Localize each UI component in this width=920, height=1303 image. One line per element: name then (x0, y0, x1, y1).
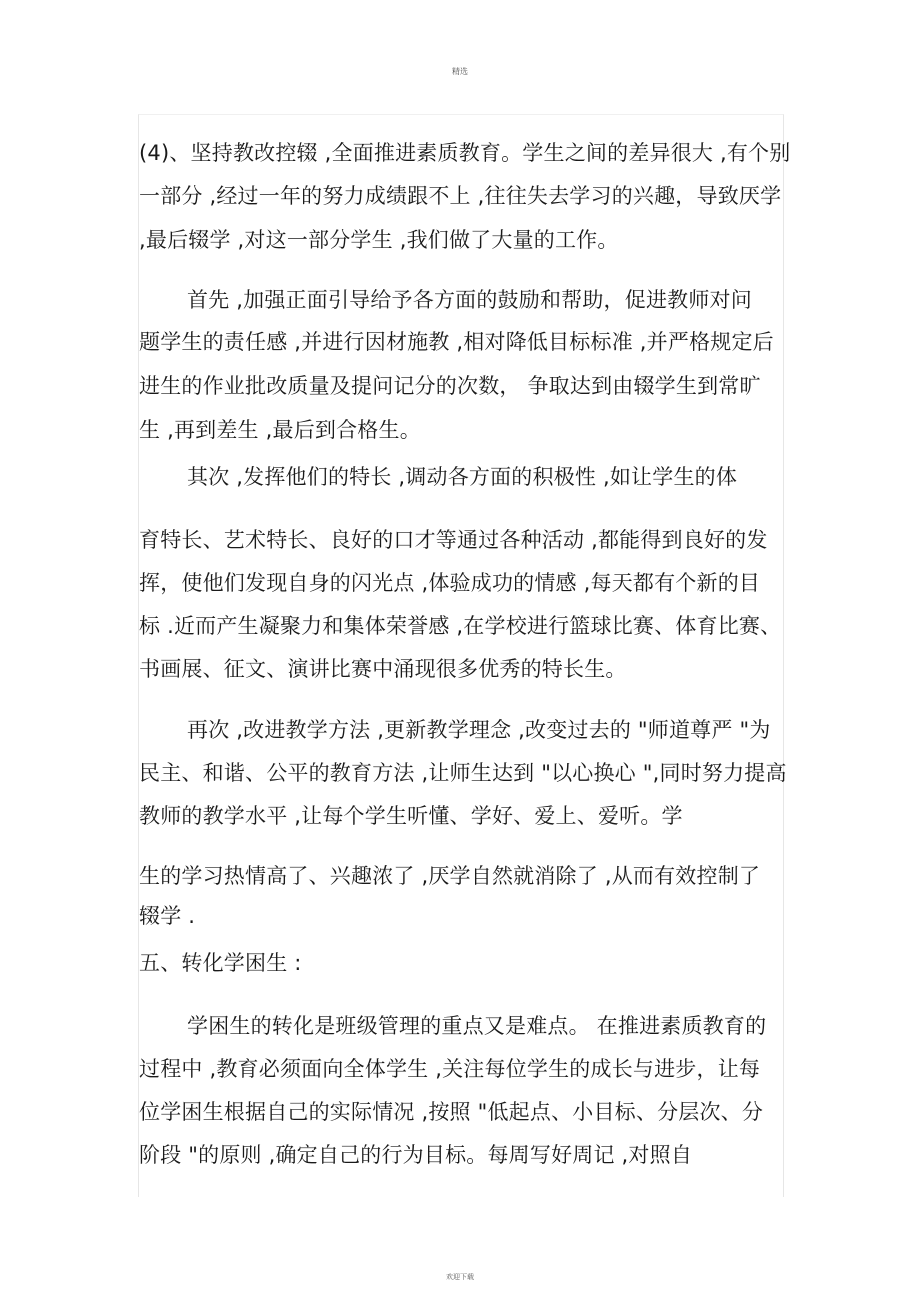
text-line: 辍学 . (139, 904, 196, 928)
text-line: 其次 ,发挥他们的特长 ,调动各方面的积极性 ,如让学生的体 (187, 465, 738, 489)
header-watermark: 精选 (452, 67, 468, 76)
text-line: 生的学习热情高了、兴趣浓了 ,厌学自然就消除了 ,从而有效控制了 (139, 864, 761, 888)
text-line: 进生的作业批改质量及提问记分的次数， 争取达到由辍学生到常旷 (139, 374, 761, 398)
text-line: 再次 ,改进教学方法 ,更新教学理念 ,改变过去的 "师道尊严 "为 (187, 718, 771, 742)
text-line: 挥，使他们发现自身的闪光点 ,体验成功的情感 ,每天都有个新的目 (139, 571, 761, 595)
text-line: 首先 ,加强正面引导给予各方面的鼓励和帮助，促进教师对问 (187, 288, 752, 312)
text-line: 阶段 "的原则 ,确定自己的行为目标。每周写好周记 ,对照自 (139, 1143, 693, 1167)
text-line: 位学困生根据自己的实际情况 ,按照 "低起点、小目标、分层次、分 (139, 1100, 764, 1124)
text-line: (4)、坚持教改控辍 ,全面推进素质教育。学生之间的差异很大 ,有个别 (139, 141, 791, 165)
text-line: ,最后辍学 ,对这一部分学生 ,我们做了大量的工作。 (139, 228, 619, 252)
text-line: 书画展、征文、演讲比赛中涌现很多优秀的特长生。 (139, 657, 627, 681)
text-line: 育特长、艺术特长、良好的口才等通过各种活动 ,都能得到良好的发 (139, 528, 768, 552)
text-line: 标 .近而产生凝聚力和集体荣誉感 ,在学校进行篮球比赛、体育比赛、 (139, 614, 782, 638)
text-line: 过程中 ,教育必须面向全体学生 ,关注每位学生的成长与进步，让每 (139, 1057, 761, 1081)
text-line: 学困生的转化是班级管理的重点又是难点。 在推进素质教育的 (187, 1014, 767, 1038)
text-line: 教师的教学水平 ,让每个学生听懂、学好、爱上、爱听。学 (139, 804, 683, 828)
section-heading: 五、转化学困生 : (139, 951, 302, 975)
footer-watermark: 欢迎下载 (446, 1273, 474, 1281)
text-line: 民主、和谐、公平的教育方法 ,让师生达到 "以心换心 ",同时努力提高 (139, 761, 787, 785)
text-line: 生 ,再到差生 ,最后到合格生。 (139, 418, 421, 442)
text-line: 题学生的责任感 ,并进行因材施教 ,相对降低目标标准 ,并严格规定后 (139, 330, 774, 354)
text-line: 一部分 ,经过一年的努力成绩跟不上 ,往往失去学习的兴趣，导致厌学 (139, 184, 782, 208)
